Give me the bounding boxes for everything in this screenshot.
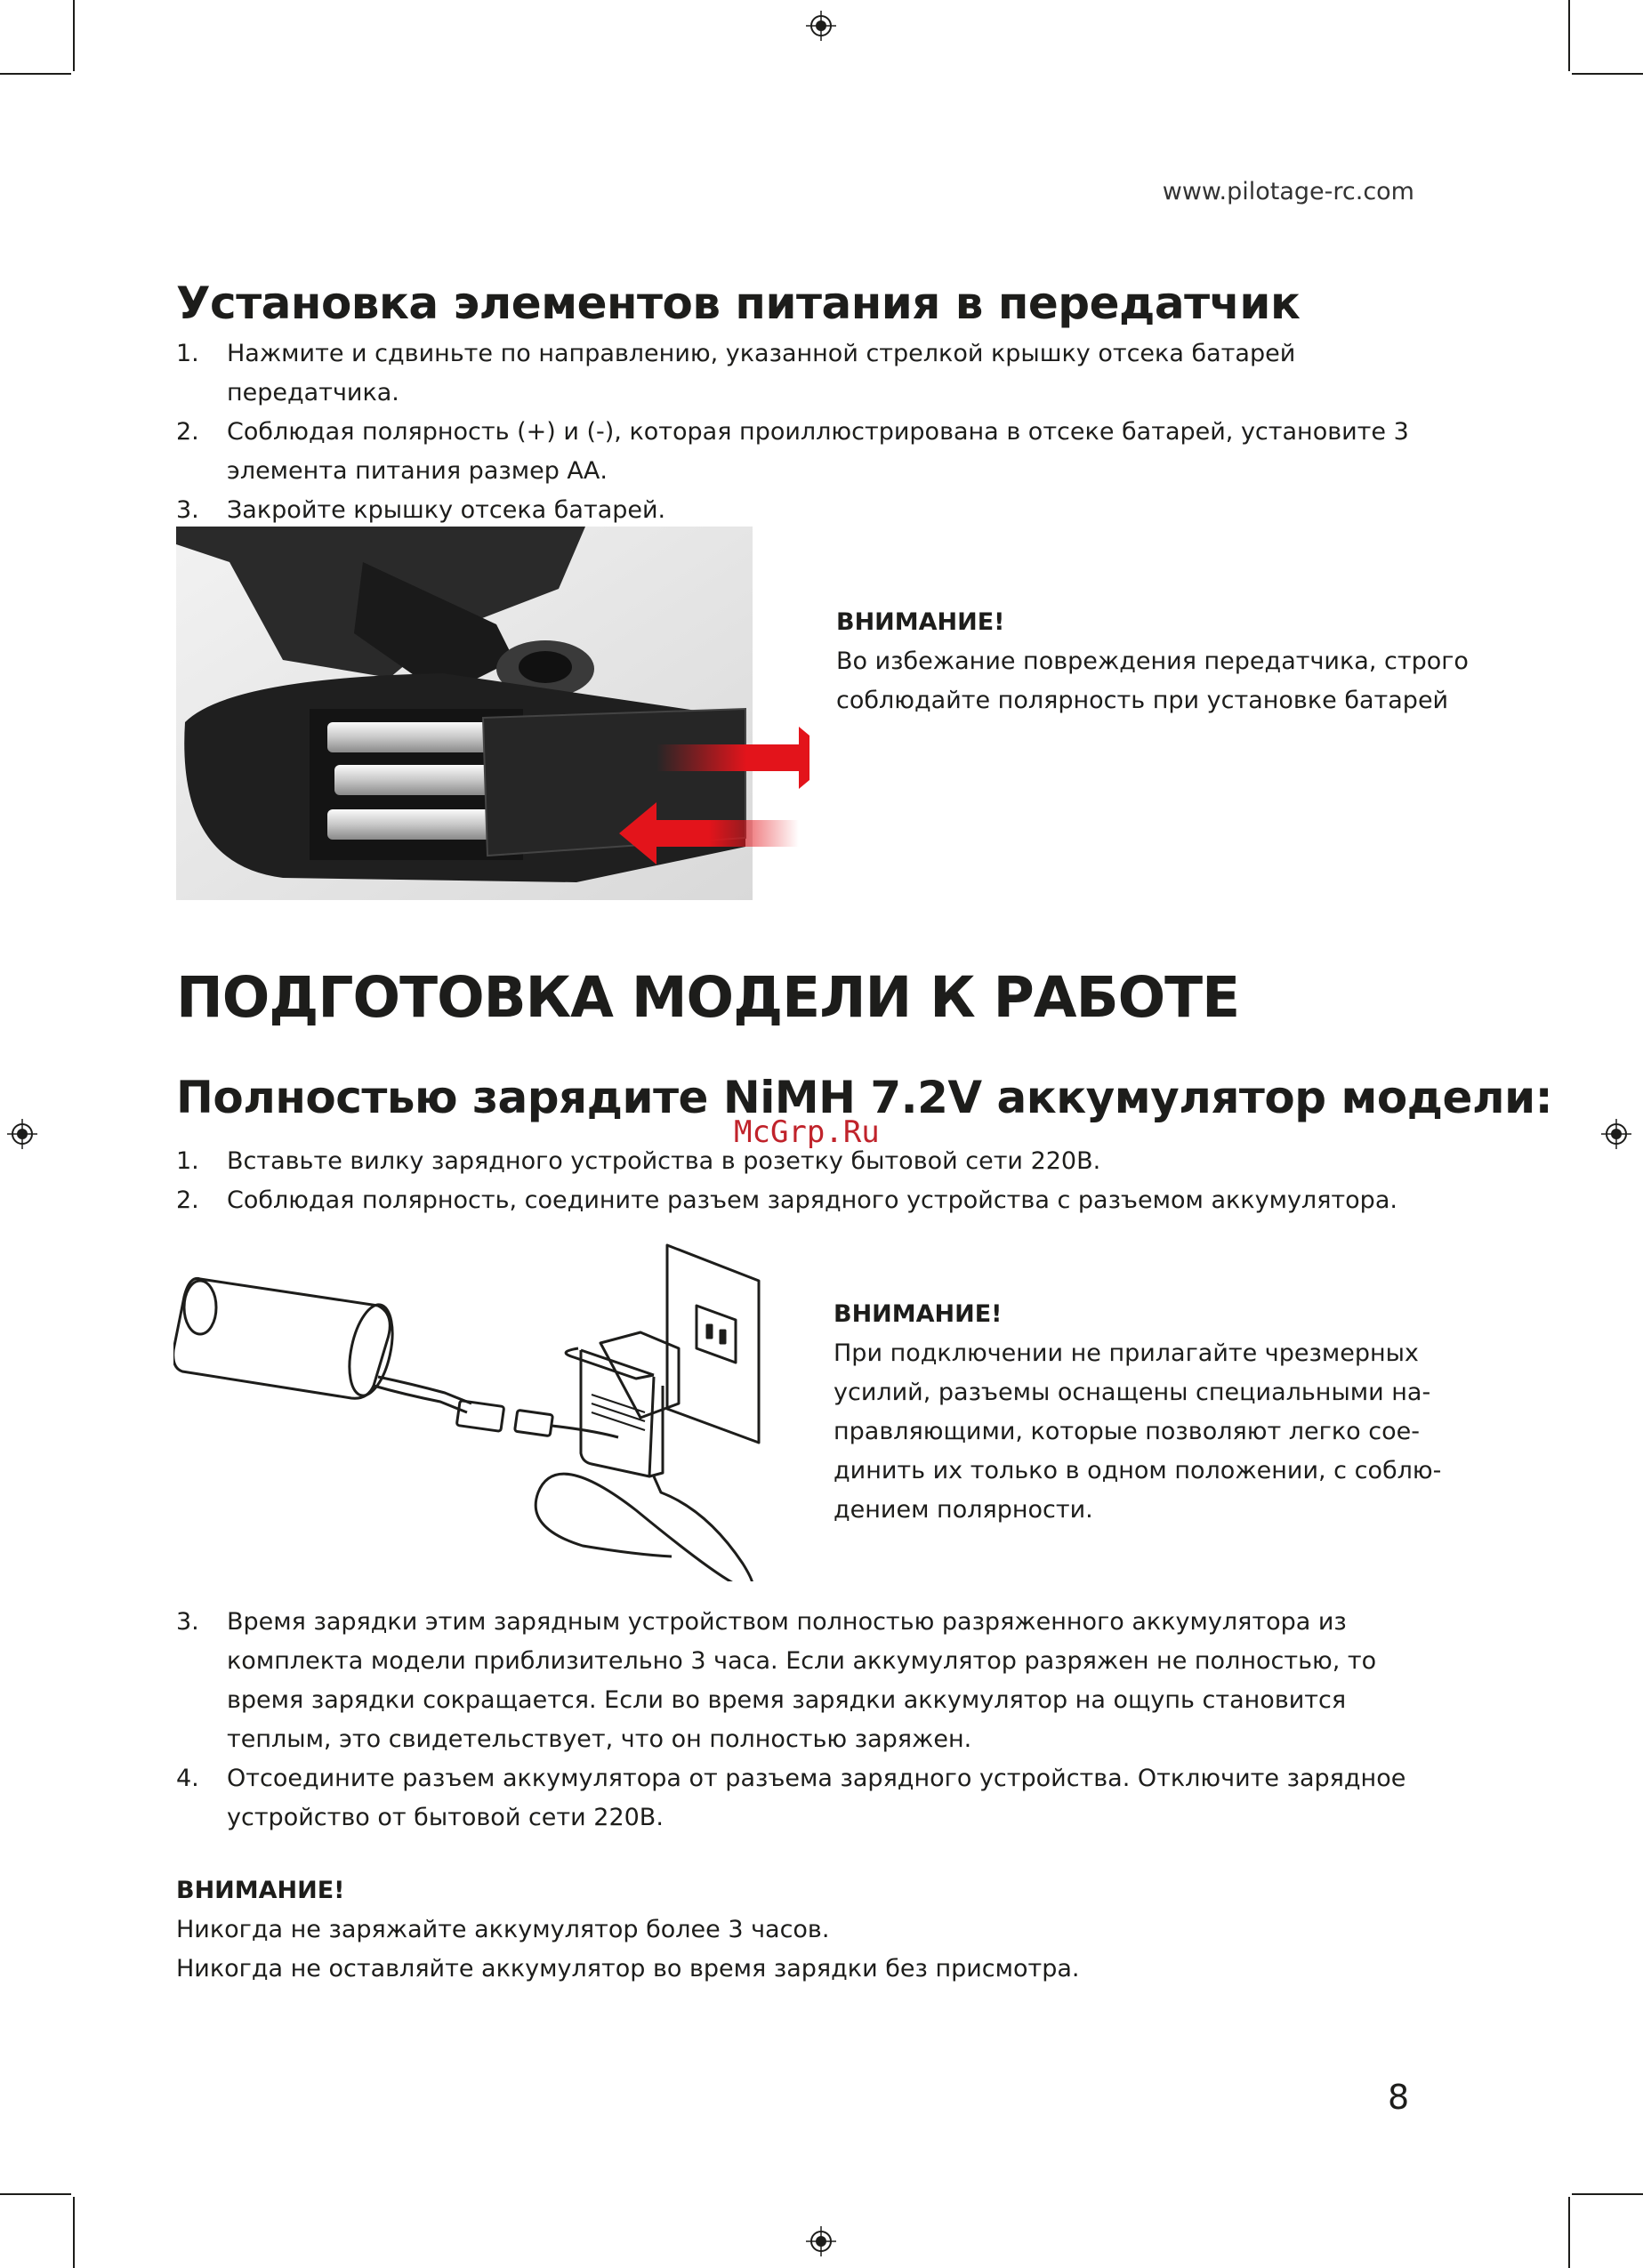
page-number: 8 (1388, 2078, 1410, 2117)
charger-warning-title: ВНИМАНИЕ! (834, 1300, 1003, 1328)
crop-mark (1568, 0, 1570, 71)
site-url: www.pilotage-rc.com (1162, 178, 1414, 205)
final-warning-line: Никогда не заряжайте аккумулятор более 3 часов. (176, 1916, 830, 1943)
crop-mark (1572, 2193, 1643, 2195)
transmitter-battery-photo (176, 527, 809, 900)
registration-mark-icon (806, 2226, 836, 2256)
list-item: 3. Время зарядки этим зарядным устройством полностью разряженного аккумулятора из комплекта модели приблизительно 3 часа. Если аккумулятор разряжен не полностью, то время зарядки сокращается. Если во время зарядки аккумулятор на ощупь становится теплым, это свидетельствует, что он полностью заряжен. (176, 1608, 1377, 1753)
charge-steps-list-continued (176, 1603, 1417, 1838)
charger-illustration (173, 1243, 814, 1581)
crop-mark (0, 73, 71, 75)
list-item: 1. Нажмите и сдвиньте по направлению, указанной стрелкой крышку отсека батарей передатчика. (176, 340, 1296, 406)
prep-section-subtitle: Полностью зарядите NiMH 7.2V аккумулятор модели: (176, 1072, 1553, 1123)
charger-warning-line: динить их только в одном положении, с соблю- (834, 1457, 1442, 1484)
final-warning-line: Никогда не оставляйте аккумулятор во время зарядки без присмотра. (176, 1955, 1080, 1982)
final-warning-title: ВНИМАНИЕ! (176, 1877, 345, 1904)
charger-warning-line: правляющими, которые позволяют легко сое- (834, 1418, 1420, 1445)
list-item: 2. Соблюдая полярность, соедините разъем зарядного устройства с разъемом аккумулятора. (176, 1186, 1397, 1214)
registration-mark-icon (806, 11, 836, 41)
crop-mark (1572, 73, 1643, 75)
charger-warning-line: усилий, разъемы оснащены специальными на- (834, 1379, 1431, 1406)
list-item: 1. Вставьте вилку зарядного устройства в розетку бытовой сети 220В. (176, 1147, 1101, 1175)
registration-mark-icon (7, 1119, 37, 1149)
crop-mark (73, 2197, 75, 2268)
charge-steps-list (176, 1142, 1417, 1220)
list-item: 2. Соблюдая полярность (+) и (-), которая проиллюстрирована в отсеке батарей, установите 3 элемента питания размер АА. (176, 418, 1409, 485)
battery-warning-line: Во избежание повреждения передатчика, строго (836, 647, 1469, 675)
charger-warning-line: При подключении не прилагайте чрезмерных (834, 1339, 1419, 1367)
list-item: 4. Отсоедините разъем аккумулятора от разъема зарядного устройства. Отключите зарядное устройство от бытовой сети 220В. (176, 1765, 1406, 1831)
crop-mark (0, 2193, 71, 2195)
charger-warning-line: дением полярности. (834, 1496, 1093, 1524)
registration-mark-icon (1601, 1119, 1631, 1149)
prep-section-title: ПОДГОТОВКА МОДЕЛИ К РАБОТЕ (176, 965, 1240, 1030)
crop-mark (1568, 2197, 1570, 2268)
battery-section-title: Установка элементов питания в передатчик (176, 277, 1301, 329)
battery-warning-title: ВНИМАНИЕ! (836, 608, 1005, 636)
battery-steps-list (176, 334, 1417, 530)
watermark: McGrp.Ru (734, 1114, 880, 1150)
crop-mark (73, 0, 75, 71)
battery-warning-line: соблюдайте полярность при установке батарей (836, 687, 1449, 714)
list-item: 3. Закройте крышку отсека батарей. (176, 496, 666, 524)
